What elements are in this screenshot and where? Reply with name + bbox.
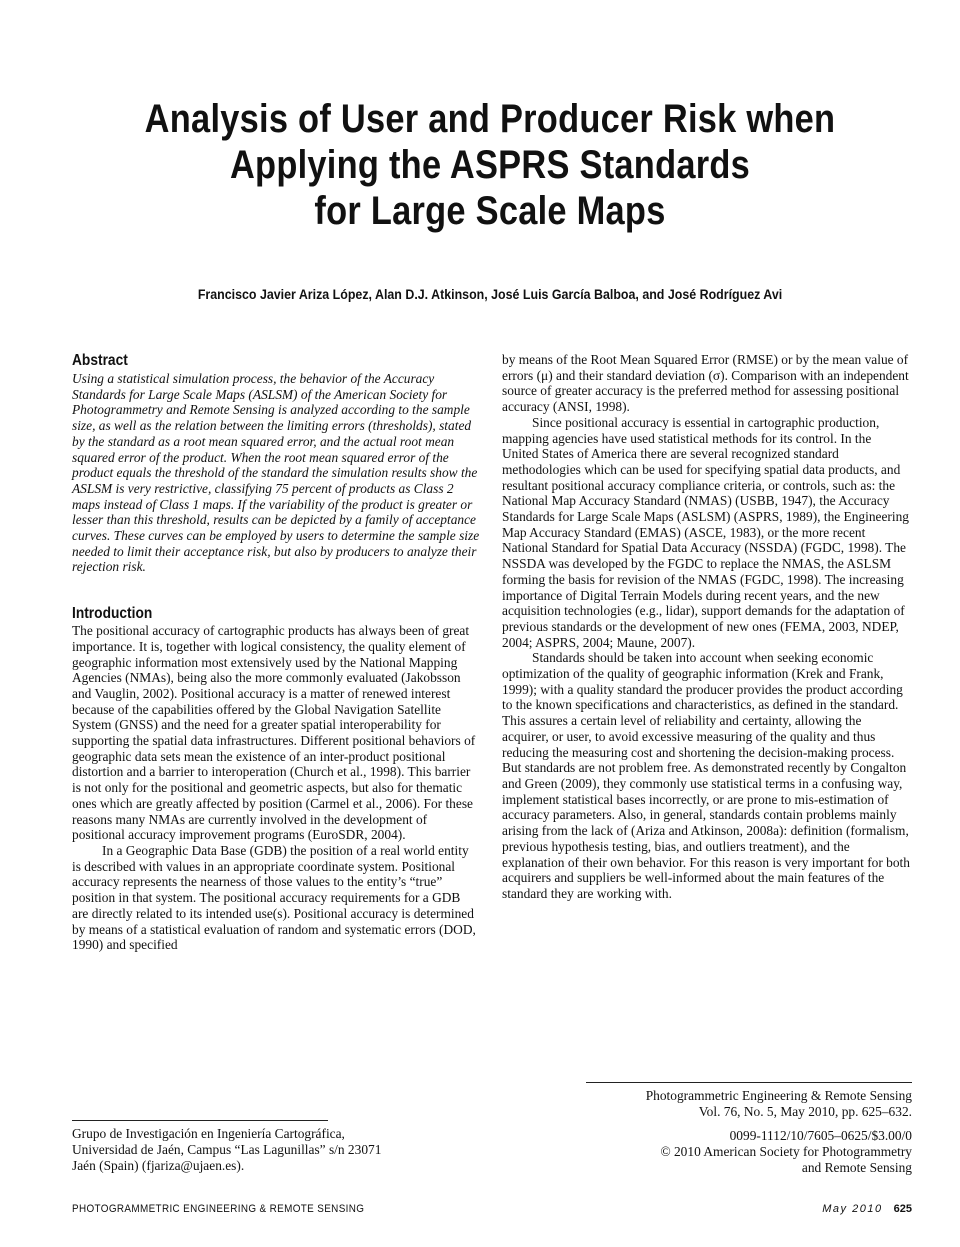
affiliation-line-3: Jaén (Spain) (fjariza@ujaen.es). bbox=[72, 1158, 245, 1173]
page-number: 625 bbox=[893, 1203, 912, 1215]
right-paragraph-1: by means of the Root Mean Squared Error (RMSE) or by the mean value of errors (μ) and their standard deviation (σ). Comparison with an independent source of greater accuracy is the preferred method for assessing positional accuracy (ANSI, 1998). bbox=[502, 352, 909, 415]
affiliation-rule bbox=[72, 1120, 328, 1121]
journal-info bbox=[552, 1088, 912, 1176]
affiliation-line-2: Universidad de Jaén, Campus “Las Lagunillas” s/n 23071 bbox=[72, 1142, 382, 1157]
abstract-text: Using a statistical simulation process, the behavior of the Accuracy Standards for Large Scale Maps (ASLSM) of the American Society for Photogrammetry and Remote Sensing is analyzed according to the sample size, as well as the relation between the limiting errors (thresholds), stated by the standard as a root mean squared error, and the actual root mean squared error of the product. When the root mean squared error of the product equals the threshold of the standard the simulation results show the ASLSM is very restrictive, classifying 75 percent of products as Class 2 maps instead of Class 1 maps. If the variability of the product is greater or lesser than this threshold, results can be depicted by a family of acceptance curves. These curves can be employed by users to determine the sample size needed to limit their acceptance risk, but also by producers to analyze their rejection risk. bbox=[72, 371, 480, 575]
right-paragraph-3: Standards should be taken into account when seeking economic optimization of the quality of geographic information (Krek and Frank, 1999); with a quality standard the producer provides the product according to the known specifications and characteristics, as defined in the standard. This assures a certain level of reliability and certainty, allowing the acquirer, or user, to avoid excessive measuring of the quality and thus reducing the measuring cost and shortening the decision-making process. But standards are not problem free. As demonstrated recently by Congalton and Green (2009), they commonly use statistical terms in a confusing way, implement statistical bases incorrectly, or are prone to mis-estimation of accuracy parameters. Also, in general, standards contain problems mainly arising from the lack of (Ariza and Atkinson, 2008a): definition (formalism, previous hypothesis testing, bias, and outliers treatment), and the explanation of their own behavior. For this reason is very important for both acquirers and suppliers be well-informed about the main features of the standard they are working with. bbox=[502, 650, 910, 901]
author-list: Francisco Javier Ariza López, Alan D.J. Atkinson, José Luis García Balboa, and José Rodríguez Avi bbox=[197, 287, 783, 302]
journal-name-line: Photogrammetric Engineering & Remote Sensing bbox=[645, 1088, 912, 1103]
footer-month: May 2010 bbox=[822, 1203, 883, 1215]
introduction-heading: Introduction bbox=[72, 605, 153, 623]
intro-paragraph-2: In a Geographic Data Base (GDB) the position of a real world entity is described with values in an appropriate coordinate system. Positional accuracy represents the nearness of those values to the entity’s “true” position in that system. The positional accuracy requirements for a GDB are directly related to its intended use(s). Positional accuracy is determined by means of a statistical evaluation of random and systematic errors (DOD, 1990) and specified bbox=[72, 842, 476, 953]
journal-volume-line: Vol. 76, No. 5, May 2010, pp. 625–632. bbox=[698, 1104, 912, 1119]
title-line-2: Applying the ASPRS Standards bbox=[229, 143, 751, 187]
right-column bbox=[502, 352, 910, 902]
journal-code-line: 0099-1112/10/7605–0625/$3.00/0 bbox=[729, 1128, 912, 1143]
footer-journal-name: PHOTOGRAMMETRIC ENGINEERING & REMOTE SENSING bbox=[72, 1203, 365, 1215]
spacer bbox=[552, 1120, 912, 1128]
copyright-line-2: and Remote Sensing bbox=[801, 1160, 912, 1175]
journal-info-rule bbox=[586, 1082, 912, 1083]
copyright-line: © 2010 American Society for Photogrammetry bbox=[660, 1144, 912, 1159]
paper-title bbox=[120, 96, 860, 234]
intro-paragraph-1: The positional accuracy of cartographic products has always been of great importance. It is, together with logical consistency, the quality element of geographic information most extensively used by the National Mapping Agencies (NMAs), being also the more commonly evaluated (Jakobsson and Vauglin, 2002). Positional accuracy is a matter of renewed interest because of the capabilities offered by the Global Navigation Satellite System (GNSS) and the need for a greater spatial interoperability for supporting the spatial data infrastructures. Different positional behaviors of geographic data sets mean the existence of an inter-product positional distortion and a barrier to interoperation (Church et al., 1998). This barrier is not only for the positional and geometric aspects, but also for thematic ones which are greatly affected by position (Carmel et al., 2006). For these reasons many NMAs are currently involved in the development of positional accuracy improvement programs (EuroSDR, 2004). bbox=[72, 623, 476, 843]
right-paragraph-2: Since positional accuracy is essential in cartographic production, mapping agencies have used statistical methods for its control. In the United States of America there are several recognized standard methodologies which can be used for specifying spatial data products, and resultant positional accuracy compliance criteria, or controls, such as: the National Map Accuracy Standard (NMAS) (USBB, 1947), the Accuracy Standards for Large Scale Maps (ASLSM) (ASPRS, 1989), the Engineering Map Accuracy Standard (EMAS) (ASCE, 1983), or the more recent National Standard for Spatial Data Accuracy (NSSDA) (FGDC, 1998). The NSSDA was developed by the FGDC to replace the NMAS, the ASLSM forming the basis for revision of the NMAS (FGDC, 1998). The increasing importance of Digital Terrain Models during recent years, and the new acquisition technologies (e.g., lidar), support demands for the adaptation of previous standards or the development of new ones (FEMA, 2003, NDEP, 2004; ASPRS, 2004; Maune, 2007). bbox=[502, 414, 909, 650]
footer-page-info bbox=[822, 1203, 912, 1215]
author-affiliation bbox=[72, 1126, 492, 1174]
abstract-heading: Abstract bbox=[72, 352, 128, 369]
title-line-3: for Large Scale Maps bbox=[314, 189, 666, 233]
left-column bbox=[72, 352, 480, 953]
affiliation-line-1: Grupo de Investigación en Ingeniería Cartográfica, bbox=[72, 1126, 345, 1141]
title-line-1: Analysis of User and Producer Risk when bbox=[144, 97, 836, 141]
